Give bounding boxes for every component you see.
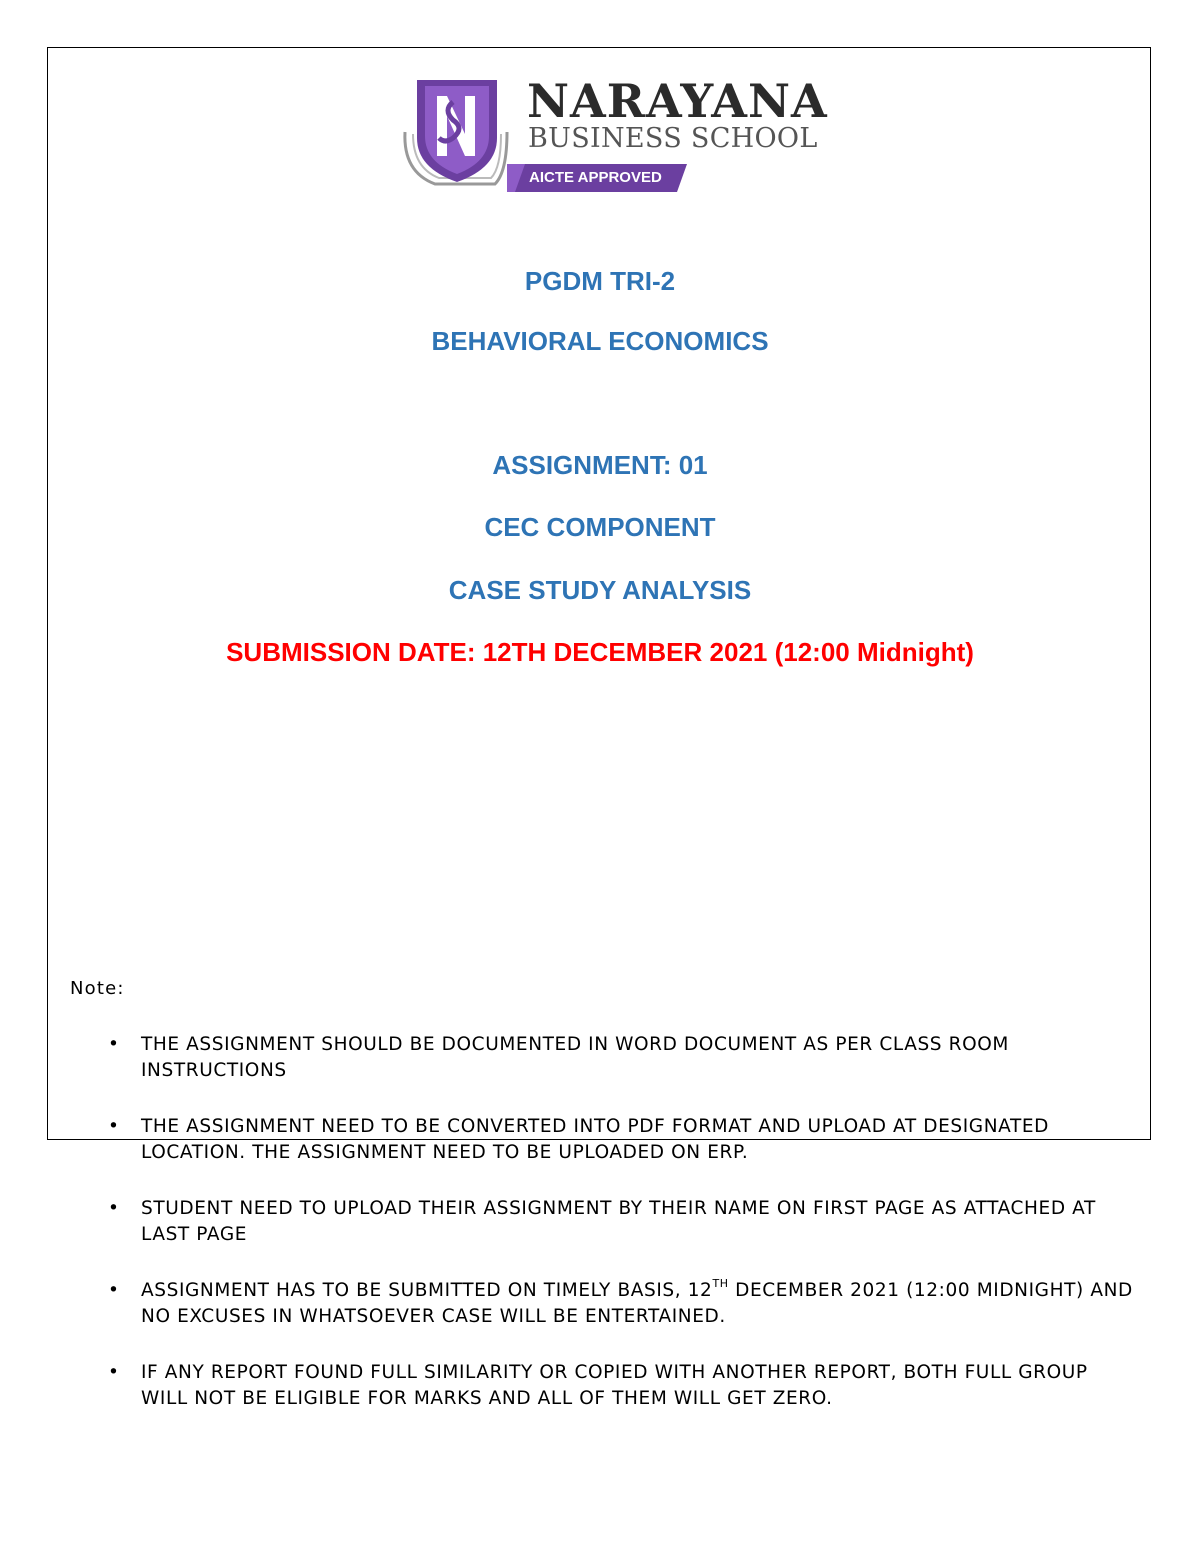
list-item: • STUDENT NEED TO UPLOAD THEIR ASSIGNMENT BY THEIR NAME ON FIRST PAGE AS ATTACHED AT LAST PAGE [108, 1198, 1096, 1245]
course-heading: BEHAVIORAL ECONOMICS [431, 326, 769, 356]
list-item: • THE ASSIGNMENT NEED TO BE CONVERTED INTO PDF FORMAT AND UPLOAD AT DESIGNATED LOCATION. THE ASSIGNMENT NEED TO BE UPLOADED ON ERP. [108, 1116, 1049, 1163]
list-item: • THE ASSIGNMENT SHOULD BE DOCUMENTED IN WORD DOCUMENT AS PER CLASS ROOM INSTRUCTIONS [108, 1034, 1009, 1081]
note-label: Note: [70, 978, 125, 999]
bullet-icon: • [108, 1116, 120, 1137]
school-logo [395, 72, 828, 196]
assignment-heading: ASSIGNMENT: 01 [492, 450, 708, 480]
logo-badge: AICTE APPROVED [529, 169, 662, 186]
list-item: • ASSIGNMENT HAS TO BE SUBMITTED ON TIMELY BASIS, 12TH DECEMBER 2021 (12:00 MIDNIGHT) AND NO EXCUSES IN WHATSOEVER CASE WILL BE ENTERTAINED. [108, 1277, 1133, 1327]
bullet-icon: • [108, 1034, 120, 1055]
logo-subtitle: BUSINESS SCHOOL [528, 123, 818, 154]
submission-date: SUBMISSION DATE: 12TH DECEMBER 2021 (12:00 Midnight) [226, 637, 974, 667]
bullet-icon: • [108, 1198, 120, 1219]
logo-name: NARAYANA [527, 74, 828, 128]
bullet-icon: • [108, 1280, 120, 1301]
note-list [108, 1032, 1138, 1442]
component-heading: CEC COMPONENT [484, 512, 716, 542]
type-heading: CASE STUDY ANALYSIS [448, 575, 752, 605]
bullet-icon: • [108, 1362, 120, 1383]
list-item: • IF ANY REPORT FOUND FULL SIMILARITY OR COPIED WITH ANOTHER REPORT, BOTH FULL GROUP WILL NOT BE ELIGIBLE FOR MARKS AND ALL OF THEM WILL GET ZERO. [108, 1362, 1088, 1409]
program-heading: PGDM TRI-2 [524, 266, 676, 296]
